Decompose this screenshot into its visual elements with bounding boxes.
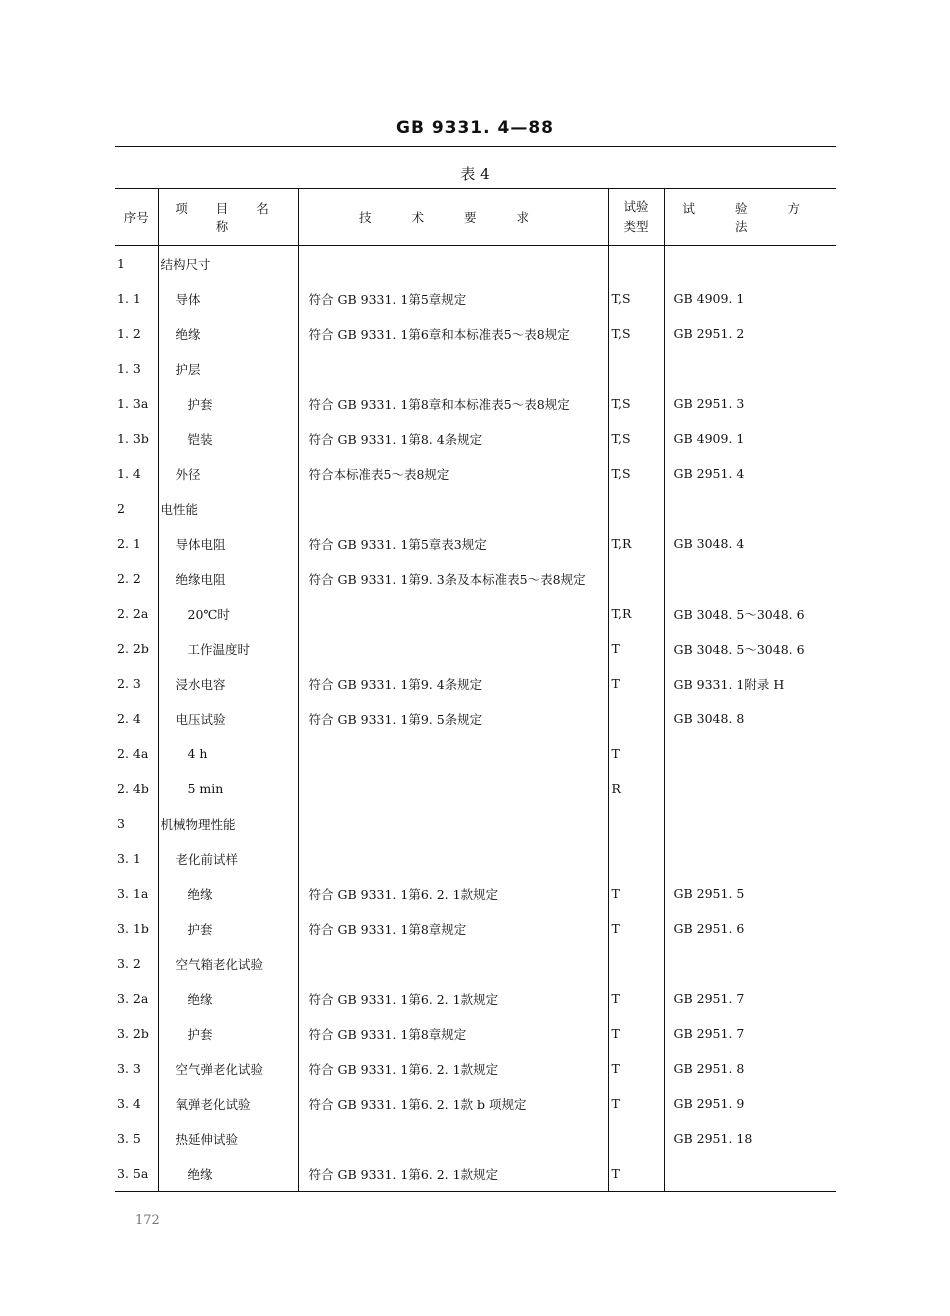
table-row	[115, 911, 836, 946]
row-number: 3	[117, 816, 125, 831]
row-test-method	[664, 946, 836, 981]
row-number: 2. 1	[117, 536, 141, 551]
table-row	[115, 631, 836, 666]
row-test-method: GB 2951. 4	[664, 456, 836, 491]
row-test-type: T	[608, 911, 664, 946]
row-requirement: 符合 GB 9331. 1第8. 4条规定	[298, 421, 608, 456]
row-item-name: 空气箱老化试验	[158, 946, 298, 981]
row-item-name: 护套	[158, 911, 298, 946]
row-requirement: 符合 GB 9331. 1第6. 2. 1款 b 项规定	[298, 1086, 608, 1121]
table-row	[115, 281, 836, 316]
row-item-name: 电压试验	[158, 701, 298, 736]
row-requirement	[298, 631, 608, 666]
row-number: 1. 3a	[117, 396, 149, 411]
table-row	[115, 946, 836, 981]
row-test-method: GB 2951. 9	[664, 1086, 836, 1121]
table-row	[115, 1016, 836, 1051]
row-item-name: 空气弹老化试验	[158, 1051, 298, 1086]
row-item-name: 4 h	[158, 736, 298, 771]
row-requirement	[298, 351, 608, 386]
row-item-name: 5 min	[158, 771, 298, 806]
row-item-name: 外径	[158, 456, 298, 491]
row-requirement: 符合 GB 9331. 1第9. 4条规定	[298, 666, 608, 701]
row-requirement	[298, 806, 608, 841]
row-requirement	[298, 491, 608, 526]
row-number: 3. 2b	[117, 1026, 149, 1041]
row-test-method	[664, 771, 836, 806]
row-test-type: T,R	[608, 596, 664, 631]
table-row	[115, 981, 836, 1016]
row-requirement: 符合 GB 9331. 1第5章规定	[298, 281, 608, 316]
table-row	[115, 246, 836, 282]
row-number: 3. 2a	[117, 991, 149, 1006]
column-header-item-name: 项 目 名 称	[158, 189, 298, 246]
row-item-name: 20℃时	[158, 596, 298, 631]
table-row	[115, 561, 836, 596]
table-row	[115, 736, 836, 771]
row-test-type: T,R	[608, 526, 664, 561]
row-number: 2. 3	[117, 676, 141, 691]
row-item-name: 绝缘	[158, 316, 298, 351]
row-test-method: GB 3048. 5～3048. 6	[664, 631, 836, 666]
table-row	[115, 596, 836, 631]
row-test-type: T,S	[608, 386, 664, 421]
row-item-name: 护套	[158, 386, 298, 421]
row-test-type	[608, 246, 664, 282]
table-row	[115, 701, 836, 736]
row-test-type	[608, 561, 664, 596]
row-requirement	[298, 841, 608, 876]
row-requirement: 符合 GB 9331. 1第6. 2. 1款规定	[298, 1156, 608, 1192]
table-row	[115, 1051, 836, 1086]
table-row	[115, 841, 836, 876]
table-row	[115, 491, 836, 526]
row-number: 1. 1	[117, 291, 141, 306]
row-item-name: 浸水电容	[158, 666, 298, 701]
row-number: 1. 3b	[117, 431, 149, 446]
row-number: 3. 1	[117, 851, 141, 866]
row-test-type: T	[608, 981, 664, 1016]
row-test-method	[664, 246, 836, 282]
row-number: 1. 3	[117, 361, 141, 376]
row-test-type	[608, 806, 664, 841]
row-number: 3. 1a	[117, 886, 149, 901]
row-item-name: 结构尺寸	[158, 246, 298, 282]
row-test-type	[608, 491, 664, 526]
row-test-method: GB 9331. 1附录 H	[664, 666, 836, 701]
row-item-name: 绝缘	[158, 981, 298, 1016]
column-header-test-type-line1: 试验	[623, 199, 649, 214]
row-number: 2. 4a	[117, 746, 149, 761]
row-requirement: 符合 GB 9331. 1第8章和本标准表5～表8规定	[298, 386, 608, 421]
standard-code-header: GB 9331. 4—88	[395, 118, 554, 138]
row-number: 2. 2a	[117, 606, 149, 621]
row-test-type: T	[608, 1086, 664, 1121]
row-requirement: 符合 GB 9331. 1第8章规定	[298, 911, 608, 946]
row-number: 3. 5	[117, 1131, 141, 1146]
row-test-type: T	[608, 666, 664, 701]
row-test-method: GB 2951. 5	[664, 876, 836, 911]
row-test-type	[608, 841, 664, 876]
row-test-type	[608, 701, 664, 736]
row-test-type: T,S	[608, 421, 664, 456]
row-number: 3. 3	[117, 1061, 141, 1076]
row-item-name: 导体电阻	[158, 526, 298, 561]
table-row	[115, 1121, 836, 1156]
row-test-method	[664, 491, 836, 526]
row-item-name: 绝缘电阻	[158, 561, 298, 596]
row-test-method: GB 3048. 4	[664, 526, 836, 561]
row-requirement: 符合 GB 9331. 1第6章和本标准表5～表8规定	[298, 316, 608, 351]
row-test-type: T,S	[608, 316, 664, 351]
row-test-method	[664, 1156, 836, 1192]
row-test-type: R	[608, 771, 664, 806]
column-header-requirements: 技 术 要 求	[298, 189, 608, 246]
row-item-name: 氧弹老化试验	[158, 1086, 298, 1121]
row-item-name: 护层	[158, 351, 298, 386]
row-number: 1. 4	[117, 466, 141, 481]
column-header-test-type-line2: 类型	[623, 219, 649, 234]
row-item-name: 绝缘	[158, 876, 298, 911]
table-header-row	[115, 189, 836, 246]
row-test-method	[664, 351, 836, 386]
row-item-name: 电性能	[158, 491, 298, 526]
row-test-method	[664, 736, 836, 771]
row-test-method: GB 2951. 7	[664, 981, 836, 1016]
row-number: 1	[117, 256, 125, 271]
row-test-type: T,S	[608, 456, 664, 491]
table-row	[115, 351, 836, 386]
test-requirements-table	[115, 188, 836, 1192]
table-title: 表 4	[460, 165, 490, 183]
row-item-name: 热延伸试验	[158, 1121, 298, 1156]
page-number: 172	[135, 1213, 160, 1228]
row-test-type: T	[608, 631, 664, 666]
row-test-type: T	[608, 1051, 664, 1086]
row-number: 2. 4	[117, 711, 141, 726]
row-test-type: T	[608, 1016, 664, 1051]
table-row	[115, 876, 836, 911]
row-test-type	[608, 946, 664, 981]
row-item-name: 护套	[158, 1016, 298, 1051]
row-test-method	[664, 841, 836, 876]
row-test-method: GB 2951. 3	[664, 386, 836, 421]
row-requirement	[298, 246, 608, 282]
row-number: 1. 2	[117, 326, 141, 341]
row-item-name: 导体	[158, 281, 298, 316]
row-item-name: 机械物理性能	[158, 806, 298, 841]
row-number: 2. 2b	[117, 641, 149, 656]
row-requirement	[298, 946, 608, 981]
row-test-type: T,S	[608, 281, 664, 316]
row-test-method: GB 2951. 18	[664, 1121, 836, 1156]
row-test-type: T	[608, 736, 664, 771]
table-body	[115, 246, 836, 1192]
header-divider	[115, 146, 836, 147]
row-test-method: GB 2951. 7	[664, 1016, 836, 1051]
row-test-method: GB 2951. 2	[664, 316, 836, 351]
row-requirement	[298, 1121, 608, 1156]
row-test-method	[664, 561, 836, 596]
column-header-test-method: 试 验 方 法	[664, 189, 836, 246]
row-requirement	[298, 771, 608, 806]
row-test-type: T	[608, 1156, 664, 1192]
row-test-method: GB 3048. 5～3048. 6	[664, 596, 836, 631]
row-test-method: GB 2951. 6	[664, 911, 836, 946]
row-requirement	[298, 596, 608, 631]
table-row	[115, 316, 836, 351]
table-row	[115, 771, 836, 806]
row-item-name: 绝缘	[158, 1156, 298, 1192]
table-row	[115, 526, 836, 561]
row-number: 3. 5a	[115, 1156, 158, 1192]
row-number: 3. 4	[117, 1096, 141, 1111]
row-test-type: T	[608, 876, 664, 911]
row-number: 2. 4b	[117, 781, 149, 796]
row-test-type	[608, 1121, 664, 1156]
column-header-number: 序号	[115, 189, 158, 246]
row-test-method: GB 2951. 8	[664, 1051, 836, 1086]
table-row	[115, 1156, 836, 1192]
row-number: 3. 1b	[117, 921, 149, 936]
row-number: 2. 2	[117, 571, 141, 586]
row-requirement: 符合 GB 9331. 1第5章表3规定	[298, 526, 608, 561]
row-requirement: 符合 GB 9331. 1第8章规定	[298, 1016, 608, 1051]
row-test-method: GB 4909. 1	[664, 281, 836, 316]
row-requirement: 符合本标准表5～表8规定	[298, 456, 608, 491]
row-requirement: 符合 GB 9331. 1第6. 2. 1款规定	[298, 981, 608, 1016]
column-header-test-type	[608, 189, 664, 246]
table-row	[115, 386, 836, 421]
table-row	[115, 806, 836, 841]
table-row	[115, 666, 836, 701]
row-requirement	[298, 736, 608, 771]
row-item-name: 铠装	[158, 421, 298, 456]
row-number: 2	[117, 501, 125, 516]
row-requirement: 符合 GB 9331. 1第9. 5条规定	[298, 701, 608, 736]
row-test-method: GB 3048. 8	[664, 701, 836, 736]
row-test-method	[664, 806, 836, 841]
table-row	[115, 456, 836, 491]
row-requirement: 符合 GB 9331. 1第6. 2. 1款规定	[298, 1051, 608, 1086]
row-requirement: 符合 GB 9331. 1第9. 3条及本标准表5～表8规定	[298, 561, 608, 596]
table-row	[115, 1086, 836, 1121]
row-item-name: 老化前试样	[158, 841, 298, 876]
row-requirement: 符合 GB 9331. 1第6. 2. 1款规定	[298, 876, 608, 911]
table-row	[115, 421, 836, 456]
row-test-type	[608, 351, 664, 386]
row-item-name: 工作温度时	[158, 631, 298, 666]
row-number: 3. 2	[117, 956, 141, 971]
row-test-method: GB 4909. 1	[664, 421, 836, 456]
